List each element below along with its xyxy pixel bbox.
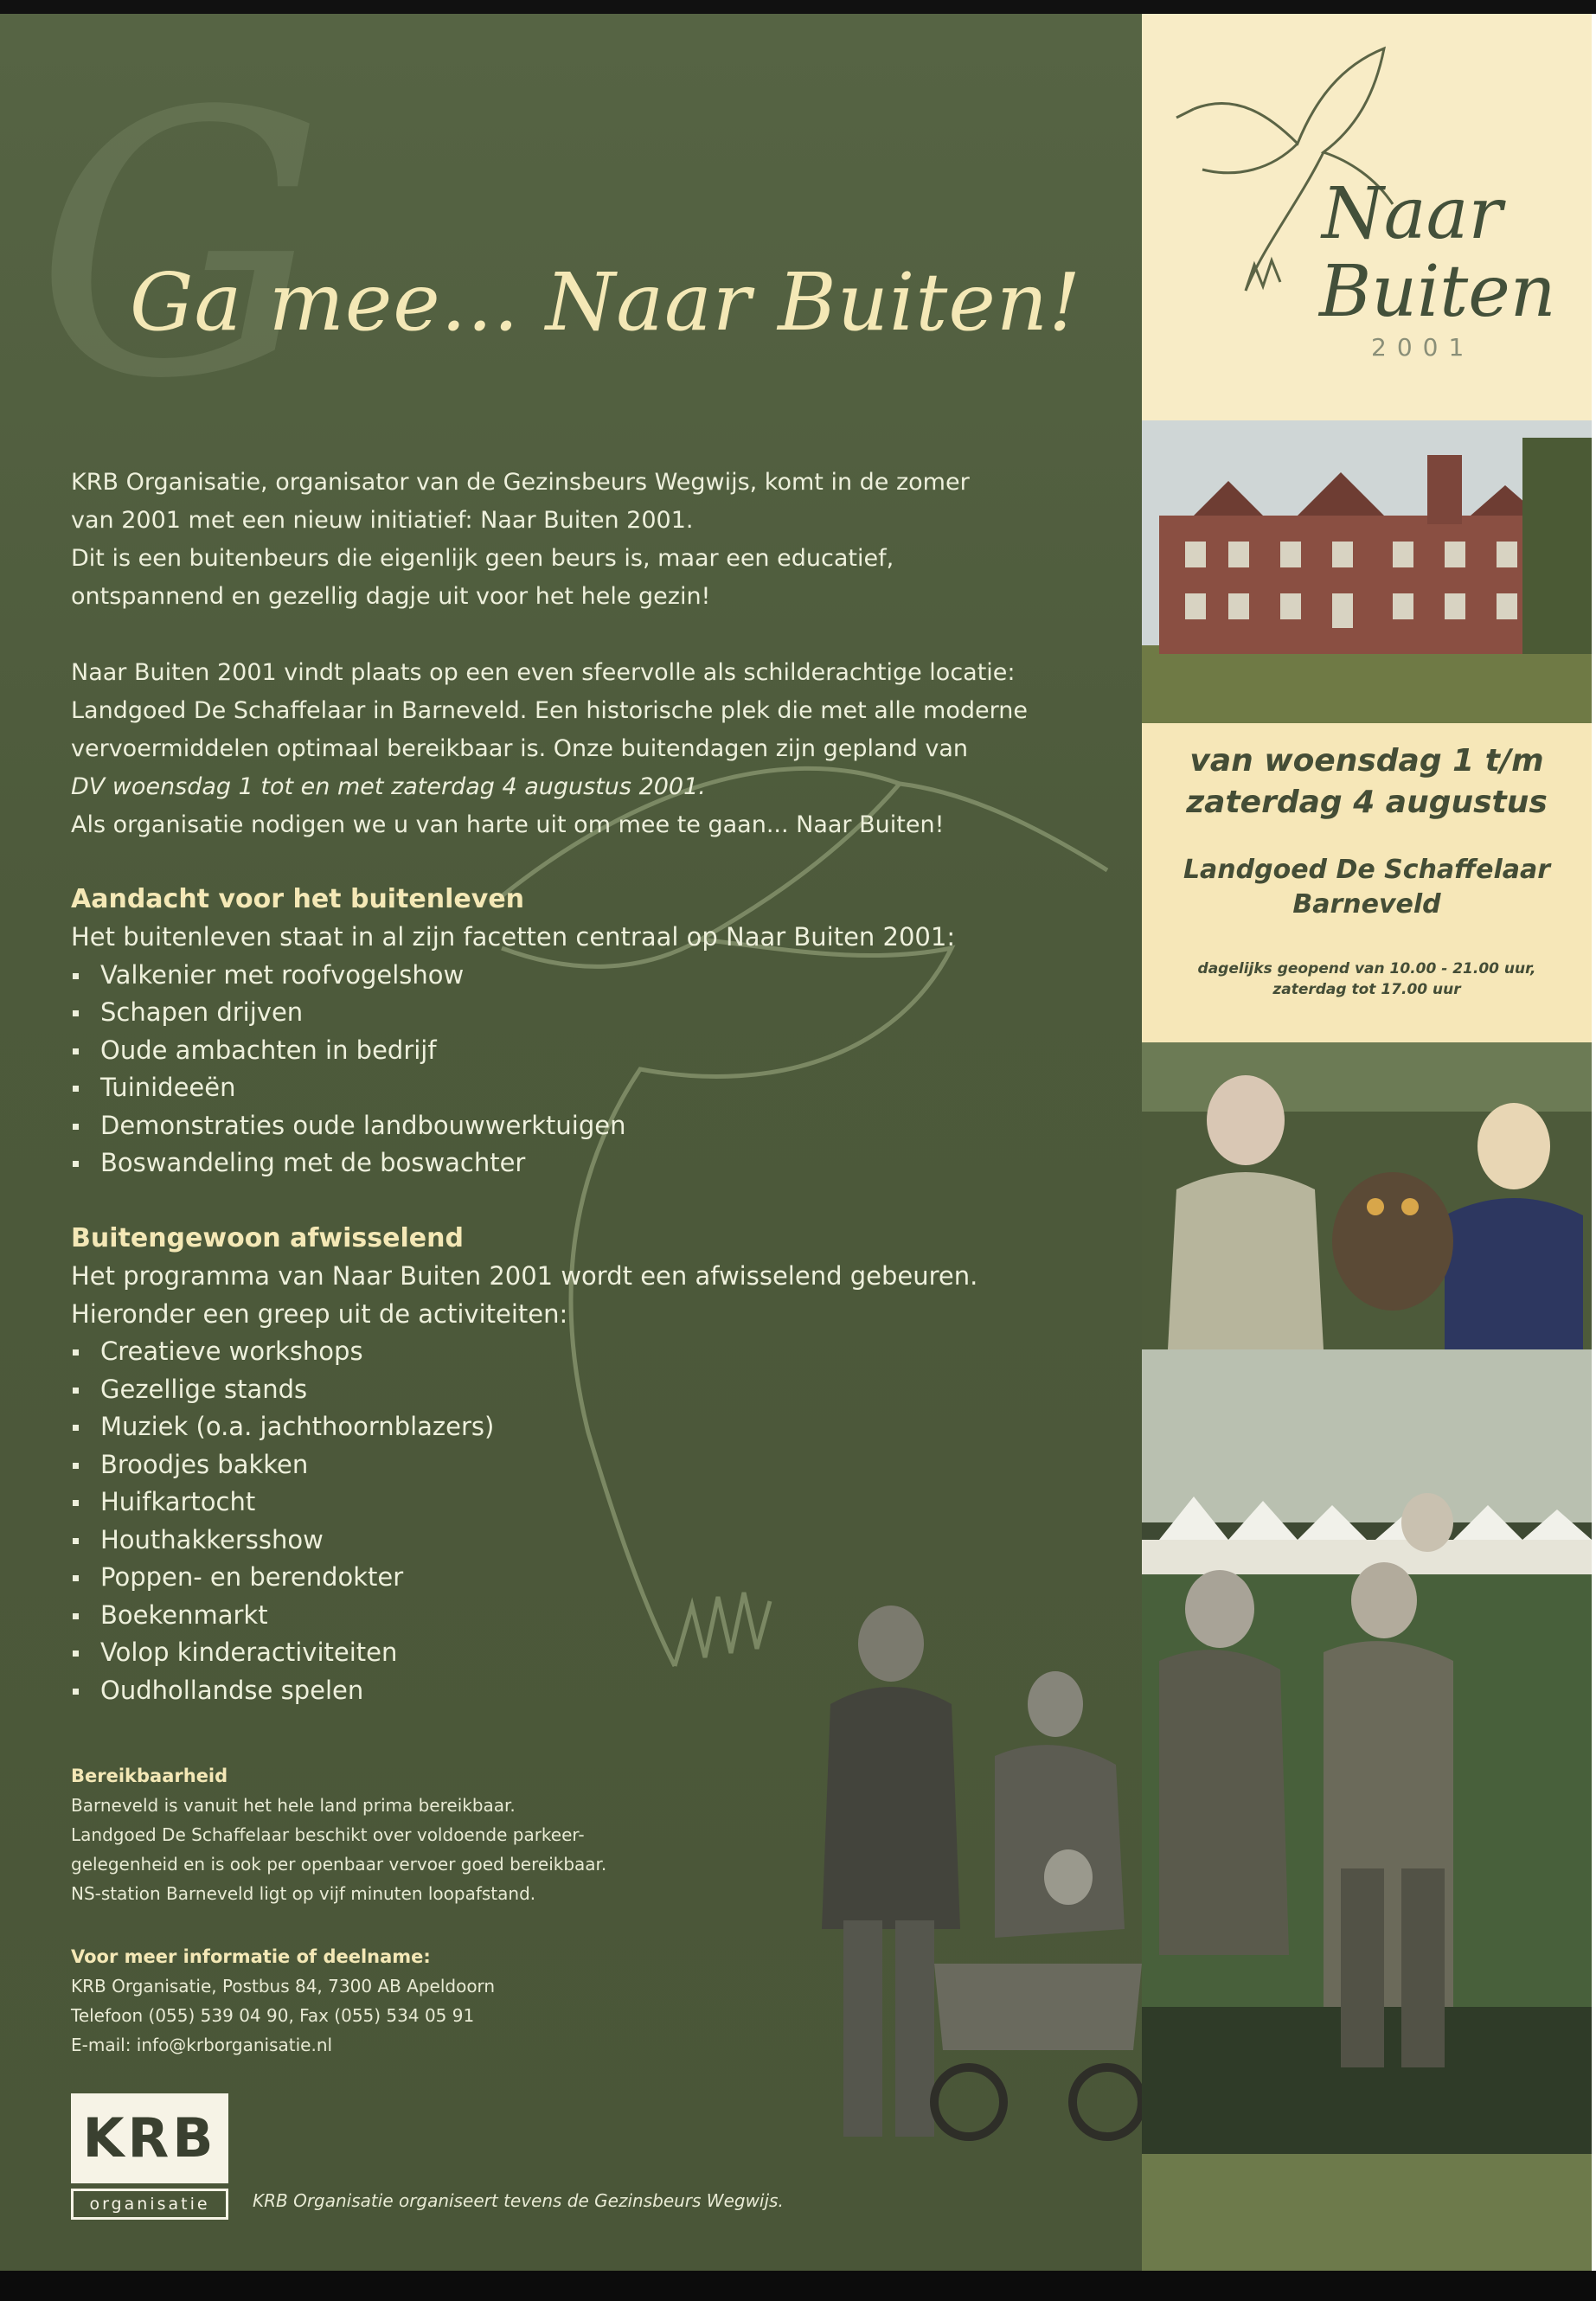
list-item: Tuinideeën (71, 1069, 1109, 1107)
family-photo (796, 1566, 1159, 2189)
decorative-g-monogram: G (35, 35, 325, 458)
logo-year: 2001 (1371, 333, 1475, 362)
section-lead: Hieronder een greep uit de activiteiten: (71, 1298, 568, 1329)
phone-line: Telefoon (055) 539 04 90, Fax (055) 534 05 91 (71, 2005, 475, 2026)
location-line-1: Landgoed De Schaffelaar (1183, 855, 1551, 885)
address-line: KRB Organisatie, Postbus 84, 7300 AB Apeldoorn (71, 1976, 496, 1997)
intro-paragraph-2 (71, 654, 1135, 844)
event-location (1142, 853, 1592, 922)
intro-line: Dit is een buitenbeurs die eigenlijk geen beurs is, maar een educatief, (71, 545, 894, 572)
list-item: Schapen drijven (71, 994, 1109, 1032)
intro-line: Als organisatie nodigen we u van harte uit om mee te gaan... Naar Buiten! (71, 811, 945, 838)
location-line-2: Barneveld (1292, 889, 1441, 920)
list-item: Oudhollandse spelen (71, 1672, 1109, 1710)
section-heading: Aandacht voor het buitenleven (71, 884, 525, 914)
list-item: Houthakkersshow (71, 1522, 1109, 1560)
falconer-illustration (1142, 1042, 1592, 1349)
info-line: Landgoed De Schaffelaar beschikt over voldoende parkeer- (71, 1824, 585, 1845)
list-item: Creatieve workshops (71, 1333, 1109, 1371)
krb-logo (71, 2093, 227, 2214)
list-item: Boekenmarkt (71, 1597, 1109, 1635)
intro-line: vervoermiddelen optimaal bereikbaar is. Onze buitendagen zijn gepland van (71, 735, 968, 762)
list-item: Oude ambachten in bedrijf (71, 1032, 1109, 1070)
section-heading: Buitengewoon afwisselend (71, 1223, 464, 1253)
contact-info (71, 1942, 780, 2060)
hours-line-2: zaterdag tot 17.00 uur (1272, 981, 1461, 998)
event-info-block (1142, 723, 1592, 1042)
intro-line: van 2001 met een nieuw initiatief: Naar Buiten 2001. (71, 507, 694, 534)
list-item: Volop kinderactiviteiten (71, 1634, 1109, 1672)
info-line: NS-station Barneveld ligt op vijf minuten loopafstand. (71, 1883, 536, 1904)
list-item: Gezellige stands (71, 1371, 1109, 1409)
list-item: Boswandeling met de boswachter (71, 1144, 1109, 1183)
date-line-2: zaterdag 4 augustus (1186, 785, 1548, 820)
info-heading: Bereikbaarheid (71, 1766, 228, 1786)
intro-date-line: DV woensdag 1 tot en met zaterdag 4 augustus 2001. (71, 773, 706, 800)
intro-line: Naar Buiten 2001 vindt plaats op een even sfeervolle als schilderachtige locatie: (71, 659, 1016, 686)
fair-illustration (1142, 1349, 1592, 2271)
section-lead: Het programma van Naar Buiten 2001 wordt een afwisselend gebeuren. (71, 1261, 978, 1291)
list-item: Broodjes bakken (71, 1446, 1109, 1484)
bottom-border (0, 2271, 1596, 2301)
email-line: E-mail: info@krborganisatie.nl (71, 2035, 333, 2055)
info-heading: Voor meer informatie of deelname: (71, 1946, 431, 1967)
info-line: gelegenheid en is ook per openbaar vervoer goed bereikbaar. (71, 1854, 607, 1875)
intro-paragraph-1 (71, 464, 1135, 616)
top-border (0, 0, 1596, 14)
event-dates (1142, 740, 1592, 824)
headline: Ga mee... Naar Buiten! (130, 256, 1082, 349)
list-item: Muziek (o.a. jachthoornblazers) (71, 1408, 1109, 1446)
logo-word-naar: Naar (1322, 173, 1503, 255)
list-item: Demonstraties oude landbouwwerktuigen (71, 1107, 1109, 1145)
intro-line: KRB Organisatie, organisator van de Gezinsbeurs Wegwijs, komt in de zomer (71, 469, 970, 496)
footer-note: KRB Organisatie organiseert tevens de Gezinsbeurs Wegwijs. (253, 2190, 784, 2211)
krb-logo-main: KRB (71, 2093, 228, 2183)
list-item: Valkenier met roofvogelshow (71, 957, 1109, 995)
falconer-photo (1142, 1042, 1592, 1349)
opening-hours (1142, 958, 1592, 1000)
castle-illustration (1142, 420, 1592, 723)
logo-word-buiten: Buiten (1319, 251, 1556, 333)
info-line: Barneveld is vanuit het hele land prima bereikbaar. (71, 1795, 516, 1816)
fair-photo (1142, 1349, 1592, 2271)
list-item: Poppen- en berendokter (71, 1559, 1109, 1597)
intro-line: ontspannend en gezellig dagje uit voor het hele gezin! (71, 583, 711, 610)
activity-list (71, 957, 1109, 1183)
intro-text (71, 464, 1135, 844)
hours-line-1: dagelijks geopend van 10.00 - 21.00 uur, (1197, 960, 1536, 977)
reachability-info (71, 1761, 780, 1908)
castle-photo (1142, 420, 1592, 723)
krb-logo-sub: organisatie (71, 2189, 228, 2220)
list-item: Huifkartocht (71, 1484, 1109, 1522)
section-buitenleven (71, 881, 1109, 1183)
intro-line: Landgoed De Schaffelaar in Barneveld. Een historische plek die met alle moderne (71, 697, 1028, 724)
section-lead: Het buitenleven staat in al zijn facetten centraal op Naar Buiten 2001: (71, 922, 956, 952)
date-line-1: van woensdag 1 t/m (1189, 743, 1544, 779)
